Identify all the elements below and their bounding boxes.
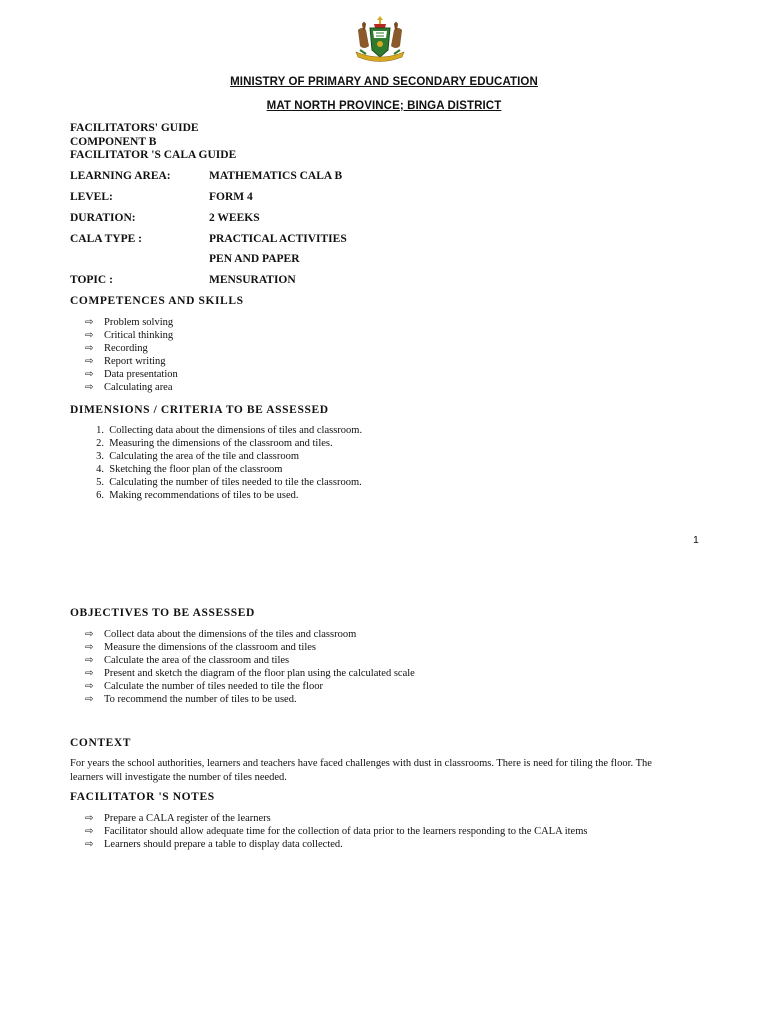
level-value: FORM 4 (209, 191, 253, 203)
list-item: ⇨ Facilitator should allow adequate time for the collection of data prior to the learners responding to the CALA items (85, 826, 588, 838)
arrow-bullet-icon: ⇨ (85, 694, 94, 706)
ministry-heading: MINISTRY OF PRIMARY AND SECONDARY EDUCATION (230, 76, 538, 88)
topic-label: TOPIC : (70, 274, 113, 286)
notes-heading: FACILITATOR 'S NOTES (70, 791, 215, 803)
list-item: ⇨ Recording (85, 343, 148, 355)
arrow-bullet-icon: ⇨ (85, 813, 94, 824)
cala-type-value-2: PEN AND PAPER (209, 253, 300, 265)
guide-title: FACILITATORS' GUIDE (70, 122, 199, 134)
list-item: ⇨ Problem solving (85, 317, 174, 328)
cala-type-value: PRACTICAL ACTIVITIES (209, 233, 347, 245)
competences-heading: COMPETENCES AND SKILLS (70, 295, 244, 307)
arrow-bullet-icon: ⇨ (85, 369, 94, 381)
list-item: ⇨ Data presentation (85, 369, 178, 381)
learning-area-value: MATHEMATICS CALA B (209, 170, 343, 182)
province-heading: MAT NORTH PROVINCE; BINGA DISTRICT (266, 100, 502, 112)
list-item: 2. Measuring the dimensions of the classroom and tiles. (96, 438, 333, 450)
list-item: 6. Making recommendations of tiles to be used. (96, 490, 299, 502)
notes-list (85, 812, 587, 851)
criteria-list (70, 424, 362, 503)
competences-list (85, 316, 178, 395)
arrow-bullet-icon: ⇨ (85, 343, 94, 355)
arrow-bullet-icon: ⇨ (85, 330, 94, 342)
arrow-bullet-icon: ⇨ (85, 382, 94, 394)
learning-area-label: LEARNING AREA: (70, 170, 171, 182)
objectives-heading: OBJECTIVES TO BE ASSESSED (70, 607, 255, 619)
cala-type-label: CALA TYPE : (70, 233, 142, 245)
list-item: ⇨ Collect data about the dimensions of the tiles and classroom (85, 629, 357, 640)
list-item: ⇨ Present and sketch the diagram of the floor plan using the calculated scale (85, 668, 415, 680)
list-item: ⇨ Prepare a CALA register of the learners (85, 813, 271, 824)
objectives-list (85, 628, 415, 707)
topic-value: MENSURATION (209, 274, 296, 286)
list-item: 4. Sketching the floor plan of the classroom (96, 464, 283, 476)
list-item: 1. Collecting data about the dimensions of tiles and classroom. (96, 425, 363, 436)
page-number: 1 (693, 534, 699, 546)
list-item: ⇨ Learners should prepare a table to display data collected. (85, 839, 343, 851)
arrow-bullet-icon: ⇨ (85, 317, 94, 328)
context-paragraph: For years the school authorities, learners and teachers have faced challenges with dust in classrooms. There is need for tiling the floor. The learners will investigate the number of tiles needed. (70, 758, 652, 783)
list-item: ⇨ Measure the dimensions of the classroom and tiles (85, 642, 316, 654)
list-item: ⇨ Critical thinking (85, 330, 174, 342)
level-label: LEVEL: (70, 191, 113, 203)
list-item: 3. Calculating the area of the tile and classroom (96, 451, 300, 463)
arrow-bullet-icon: ⇨ (85, 356, 94, 368)
component-title: COMPONENT B (70, 136, 157, 148)
list-item: ⇨ Calculate the number of tiles needed to tile the floor (85, 681, 323, 693)
list-item: ⇨ Report writing (85, 356, 166, 368)
list-item: ⇨ To recommend the number of tiles to be used. (85, 694, 297, 706)
duration-value: 2 WEEKS (209, 212, 260, 224)
list-item: ⇨ Calculating area (85, 382, 173, 394)
arrow-bullet-icon: ⇨ (85, 655, 94, 667)
criteria-heading: DIMENSIONS / CRITERIA TO BE ASSESSED (70, 404, 329, 416)
arrow-bullet-icon: ⇨ (85, 629, 94, 640)
arrow-bullet-icon: ⇨ (85, 681, 94, 693)
context-heading: CONTEXT (70, 737, 132, 749)
arrow-bullet-icon: ⇨ (85, 668, 94, 680)
cala-guide-title: FACILITATOR 'S CALA GUIDE (70, 149, 237, 161)
arrow-bullet-icon: ⇨ (85, 826, 94, 838)
arrow-bullet-icon: ⇨ (85, 642, 94, 654)
list-item: ⇨ Calculate the area of the classroom and tiles (85, 655, 290, 667)
duration-label: DURATION: (70, 212, 136, 224)
coat-of-arms-icon (352, 16, 408, 66)
arrow-bullet-icon: ⇨ (85, 839, 94, 851)
list-item: 5. Calculating the number of tiles needed to tile the classroom. (96, 477, 362, 489)
